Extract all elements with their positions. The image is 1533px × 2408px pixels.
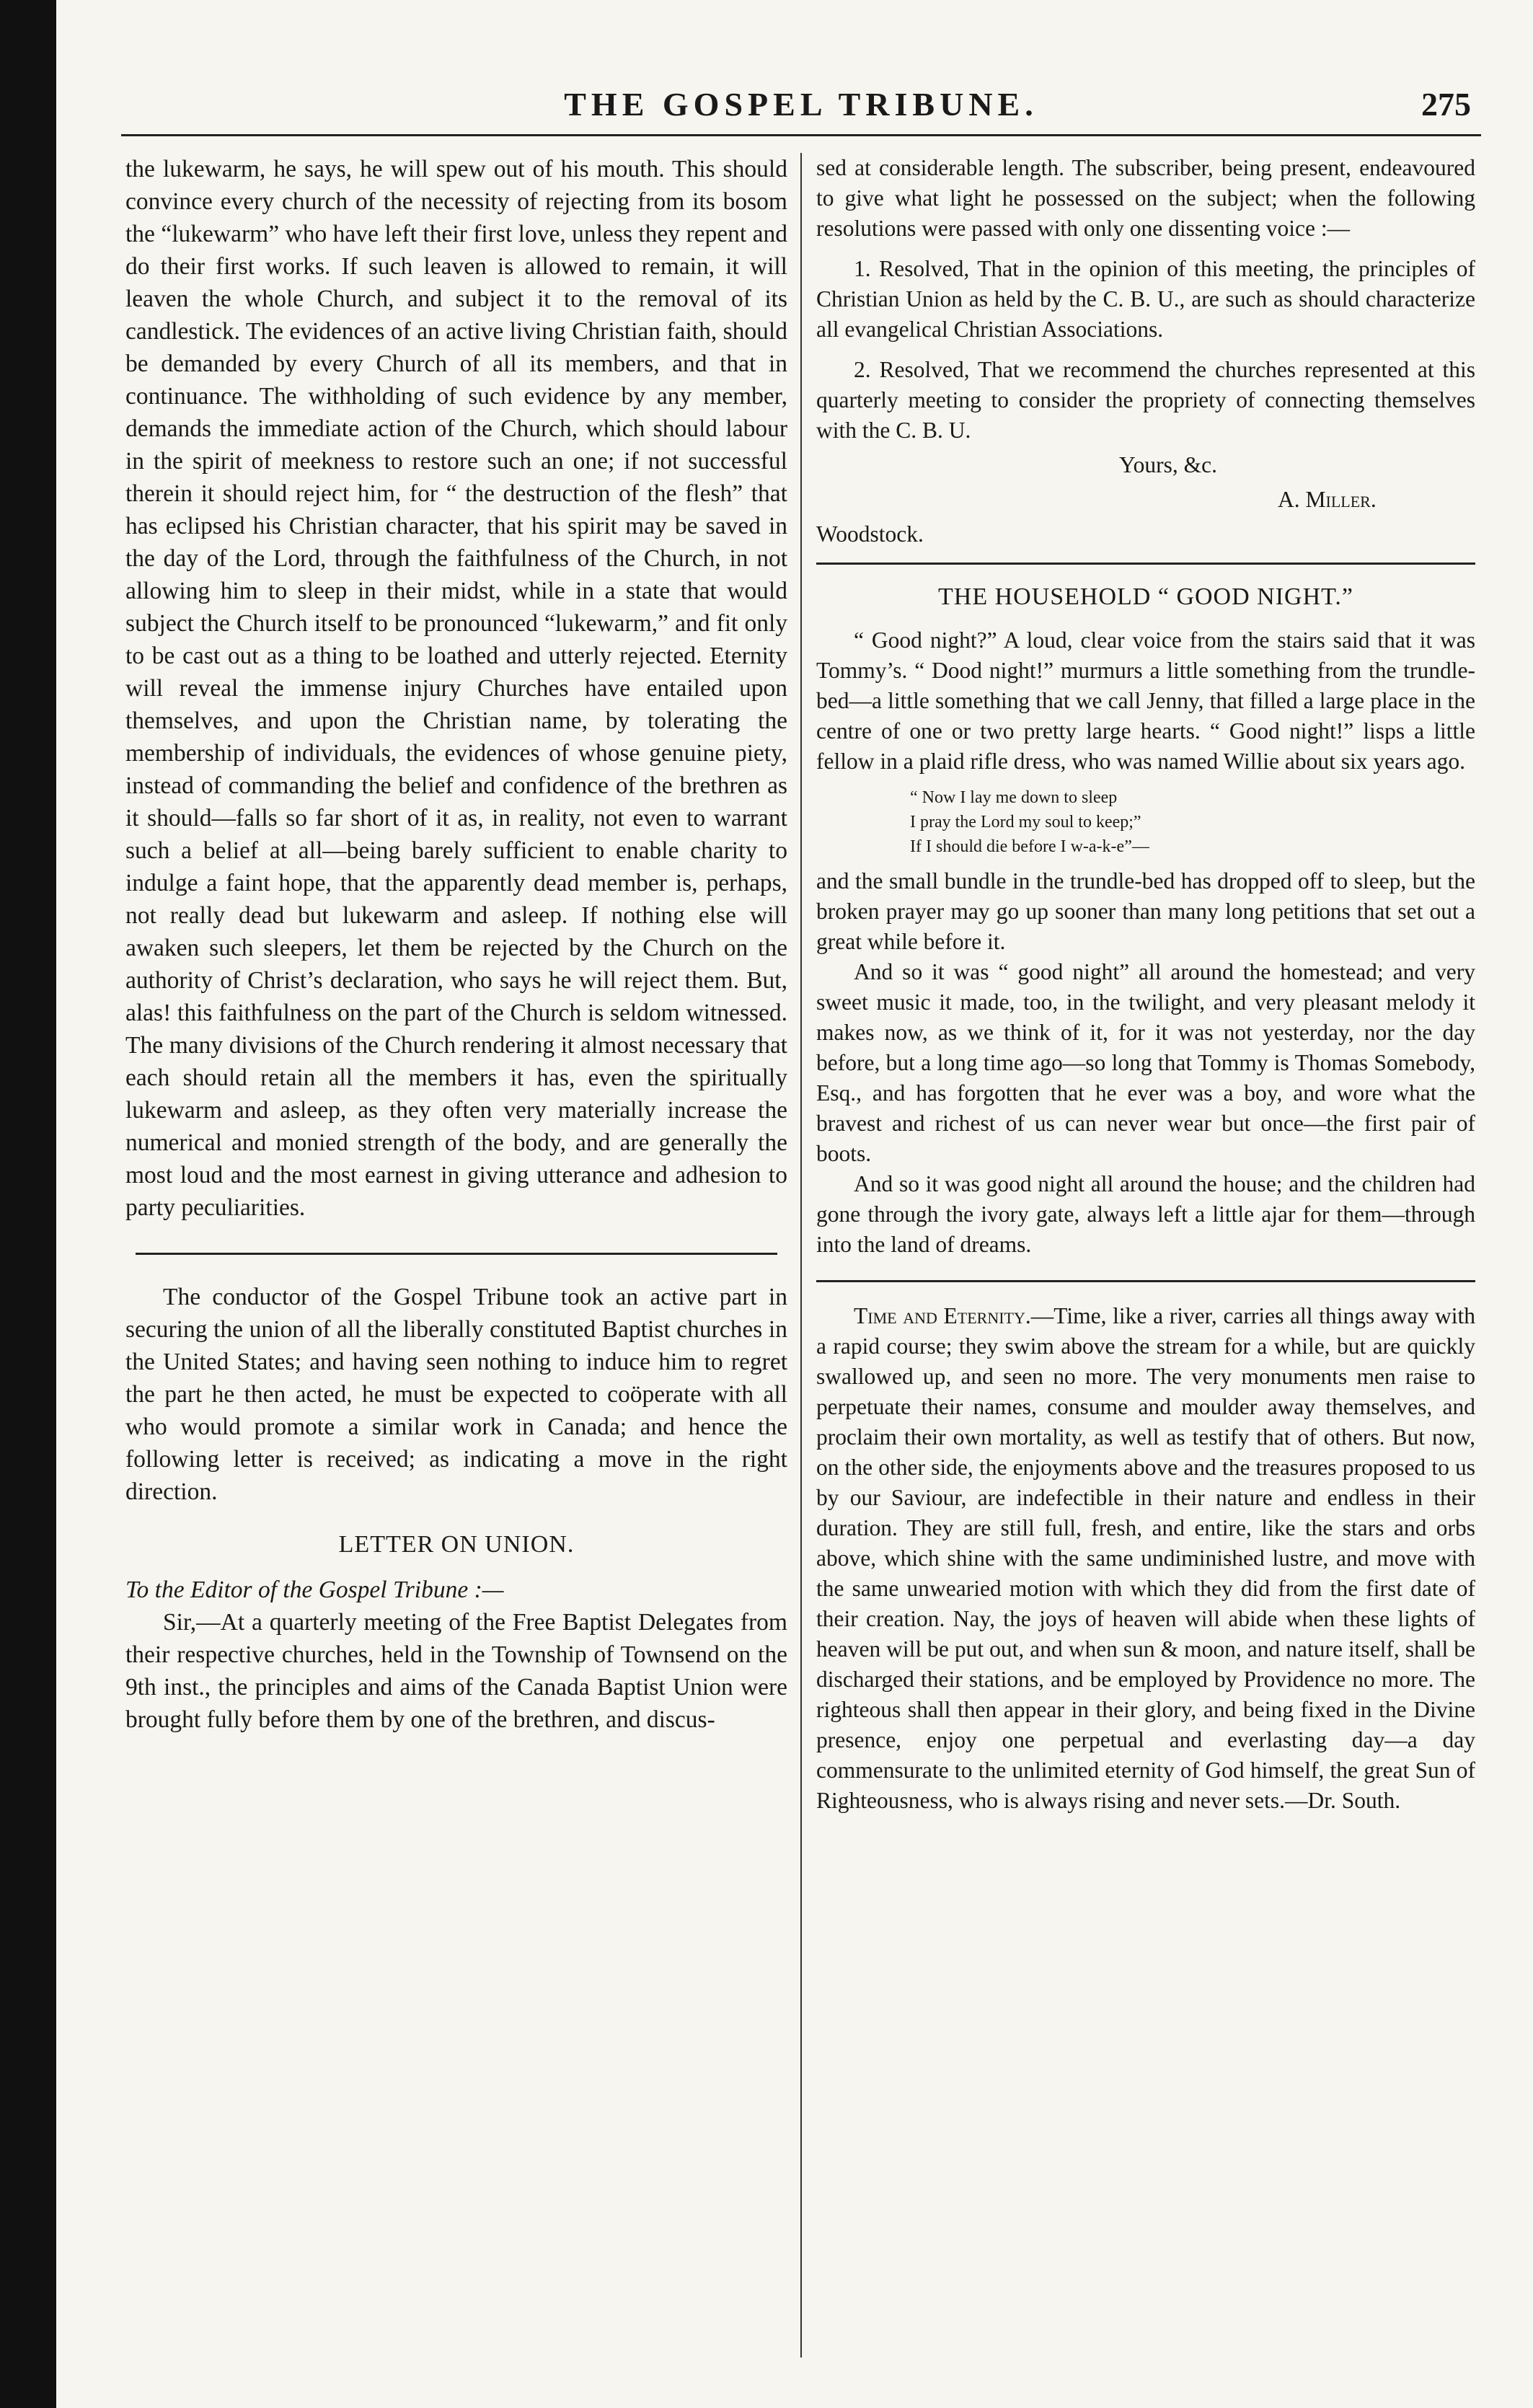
article-continuation: the lukewarm, he says, he will spew out of his mouth. This should convince every church of the necessity of rejecting from its bosom the “lukewarm” who have left their first love, unless they repent and do their first works. If such leaven is allowed to remain, it will leaven the whole Church, and subject it to the removal of its candlestick. The evidences of an active living Christian faith, should be demanded by every Church of all its members, and that in continuance. The withholding of such evidence by any member, demands the immediate action of the Church, which should labour in the spirit of meekness to restore such an one; if not successful therein it should reject him, for “ the destruction of the flesh” that has eclipsed his Christian character, that his spirit may be saved in the day of the Lord, through the faithfulness of the Church, in not allowing him to sleep in their midst, while in a state that would subject the Church itself to be pronounced “lukewarm,” and fit only to be cast out as a thing to be loathed and utterly rejected. Eternity will reveal the immense injury Churches have entailed upon themselves, and upon the Christian name, by tolerating the membership of individuals, the evidences of whose genuine piety, instead of commanding the belief and confidence of the brethren as it should—falls so far short of it as, in reality, not even to warrant such a belief at all—being barely sufficient to enable charity to indulge a faint hope, that the apparently dead member is, perhaps, not really dead but lukewarm and asleep. If nothing else will awaken such sleepers, let them be rejected by the Church on the authority of Christ’s declaration, who says he will reject them. But, alas! this faithfulness on the part of the Church is seldom witnessed. The many divisions of the Church rendering it almost necessary that each should retain all the members it has, even the spiritually lukewarm and asleep, as they often very materially increase the numerical and monied strength of the body, and are generally the most loud and the most earnest in giving utterance and adhesion to party peculiarities. — [125, 156, 787, 1221]
story-paragraph: “ Good night?” A loud, clear voice from the stairs said that it was Tommy’s. “ Dood night!” murmurs a little something from the trundle-bed—a little something that we call Jenny, that filled a large place in the centre of one or two pretty large hearts. “ Good night!” lisps a little fellow in a plaid rifle dress, who was named Willie about six years ago. — [816, 627, 1475, 774]
letter-address: To the Editor of the Gospel Tribune :— — [125, 1576, 504, 1603]
newspaper-page — [56, 0, 1533, 2408]
letter-place: Woodstock. — [816, 521, 924, 547]
running-head — [121, 85, 1481, 136]
prayer-verse — [910, 785, 1475, 859]
editor-intro: The conductor of the Gospel Tribune took an active part in securing the union of all the liberally constituted Baptist churches in the United States; and having seen nothing to induce him to regret the part he then acted, he must be expected to coöperate with all who would promote a similar work in Canada; and hence the following letter is received; as indicating a move in the right direction. — [125, 1284, 787, 1505]
verse-line: I pray the Lord my soul to keep;” — [910, 813, 1141, 832]
letter-closing: Yours, &c. — [1119, 452, 1217, 477]
section-divider — [136, 1253, 777, 1255]
story-paragraph: and the small bundle in the trundle-bed has dropped off to sleep, but the broken prayer may go up sooner than many long petitions that set out a great while before it. — [816, 868, 1475, 954]
verse-line: If I should die before I w-a-k-e”— — [910, 837, 1149, 856]
verse-line: “ Now I lay me down to sleep — [910, 788, 1118, 807]
letter-body-continued: sed at considerable length. The subscriber, being present, endeavoured to give what light he possessed on the subject; when the following resolutions were passed with only one dissenting voice :— — [816, 155, 1475, 241]
section-divider — [816, 1280, 1475, 1282]
column-rule — [800, 153, 802, 2358]
right-column — [816, 153, 1475, 2358]
time-and-eternity-item — [816, 1301, 1475, 1816]
page-number: 275 — [1421, 86, 1471, 123]
item-heading: Time and Eternity. — [854, 1303, 1031, 1328]
story-paragraph: And so it was “ good night” all around the homestead; and very sweet music it made, too, in the twilight, and very pleasant melody it makes now, as we think of it, for it was not yesterday, nor the day before, but a long time ago—so long that Tommy is Thomas Somebody, Esq., and has forgotten that he ever was a boy, and wore what the bravest and richest of us can never wear but once—the first pair of boots. — [816, 959, 1475, 1166]
letter-signature: A. Miller. — [1278, 487, 1377, 512]
item-body: —Time, like a river, carries all things away with a rapid course; they swim above the stream for a while, but are quickly swallowed up, and seen no more. The very monuments men raise to perpetuate their names, consume and moulder away themselves, and proclaim their own mortality, as well as testify that of others. But now, on the other side, the enjoyments above and the treasures proposed to us by our Saviour, are indefectible in their nature and endless in their duration. They are still full, fresh, and entire, like the stars and orbs above, which shine with the same undiminished lustre, and move with the same unwearied motion with which they did from the first date of their creation. Nay, the joys of heaven will abide when these lights of heaven will be put out, and when sun & moon, and nature itself, shall be discharged their stations, and be employed by Providence no more. The righteous shall then appear in their glory, and being fixed in the Divine presence, enjoy one perpetual and everlasting day—a day commensurate to the unlimited eternity of God himself, the great Sun of Righteousness, who is always rising and never sets.—Dr. South. — [816, 1303, 1475, 1813]
story-paragraph: And so it was good night all around the house; and the children had gone through the ivory gate, always left a little ajar for them—through into the land of dreams. — [816, 1171, 1475, 1257]
letter-heading: LETTER ON UNION. — [338, 1531, 575, 1558]
page-title: THE GOSPEL TRIBUNE. — [564, 86, 1038, 123]
resolution-2: 2. Resolved, That we recommend the churches represented at this quarterly meeting to consider the propriety of connecting themselves with the C. B. U. — [816, 357, 1475, 443]
left-column — [125, 153, 787, 2358]
resolution-1: 1. Resolved, That in the opinion of this meeting, the principles of Christian Union as held by the C. B. U., are such as should characterize all evangelical Christian Associations. — [816, 256, 1475, 342]
story-heading: THE HOUSEHOLD “ GOOD NIGHT.” — [938, 583, 1353, 610]
letter-body-start: Sir,—At a quarterly meeting of the Free Baptist Delegates from their respective churches, held in the Township of Townsend on the 9th inst., the principles and aims of the Canada Baptist Union were brought fully before them by one of the brethren, and discus- — [125, 1609, 787, 1733]
binding-edge — [0, 0, 56, 2408]
section-divider — [816, 563, 1475, 565]
